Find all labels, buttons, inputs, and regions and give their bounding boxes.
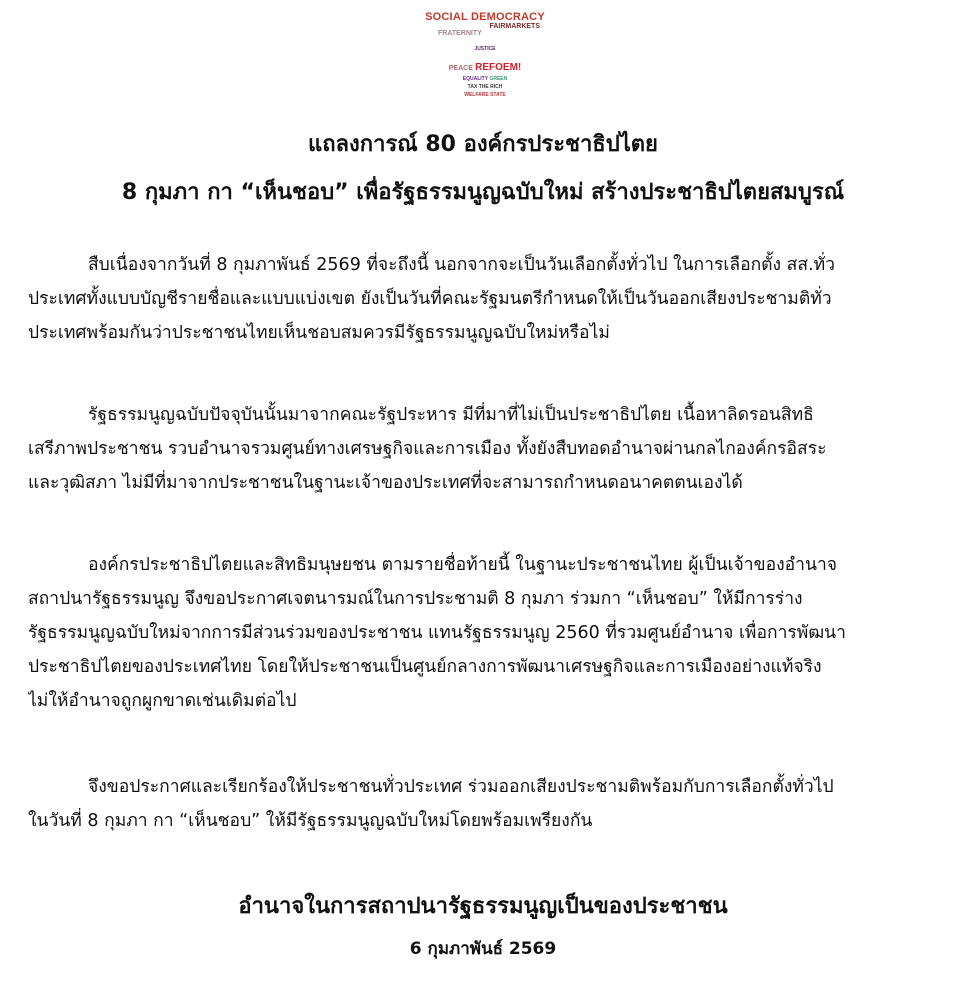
logo-word-fair-markets: FAIRMARKETS	[489, 23, 540, 30]
logo-word-green: GREEN	[489, 76, 508, 82]
word-cloud-logo	[400, 10, 570, 110]
paragraph-line: ในวันที่ 8 กุมภา กา “เห็นชอบ” ให้มีรัฐธรรมนูญฉบับใหม่โดยพร้อมเพรียงกัน	[28, 811, 593, 831]
paragraph-line: เสรีภาพประชาชน รวบอำนาจรวมศูนย์ทางเศรษฐกิจและการเมือง ทั้งยังสืบทอดอำนาจผ่านกลไกองค์กรอิสระ	[28, 439, 827, 459]
logo-word-peace: PEACE	[448, 65, 473, 72]
logo-word-equality: EQUALITY	[462, 76, 489, 82]
paragraph-line: องค์กรประชาธิปไตยและสิทธิมนุษยชน ตามรายชื่อท้ายนี้ ในฐานะประชาชนไทย ผู้เป็นเจ้าของอำนาจ	[88, 555, 838, 575]
statement-date: 6 กุมภาพันธ์ 2569	[409, 939, 557, 959]
paragraph-line: สถาปนารัฐธรรมนูญ จึงขอประกาศเจตนารมณ์ในการประชามติ 8 กุมภา ร่วมกา “เห็นชอบ” ให้มีการร่าง	[28, 589, 803, 609]
logo-word-justice: JUSTICE	[474, 46, 496, 52]
paragraph-1	[28, 248, 940, 350]
paragraph-line: และวุฒิสภา ไม่มีที่มาจากประชาชนในฐานะเจ้าของประเทศที่จะสามารถกำหนดอนาคตตนเองได้	[28, 473, 743, 493]
paragraph-4	[28, 770, 940, 838]
logo-word-reform: REFOEM!	[475, 62, 522, 73]
paragraph-2	[28, 398, 940, 500]
logo-word-fraternity: FRATERNITY	[438, 30, 482, 37]
paragraph-line: รัฐธรรมนูญฉบับใหม่จากการมีส่วนร่วมของประชาชน แทนรัฐธรรมนูญ 2560 ที่รวมศูนย์อำนาจ เพื่อการพัฒนา	[28, 623, 846, 643]
paragraph-line: ประเทศพร้อมกันว่าประชาชนไทยเห็นชอบสมควรมีรัฐธรรมนูญฉบับใหม่หรือไม่	[28, 323, 610, 343]
logo-row-equality-green	[400, 77, 570, 82]
paragraph-line: ประชาธิปไตยของประเทศไทย โดยให้ประชาชนเป็นศูนย์กลางการพัฒนาเศรษฐกิจและการเมืองอย่างแท้จริง	[28, 657, 822, 677]
logo-word-tax-the-rich: TAX THE RICH	[467, 84, 503, 90]
paragraph-line: สืบเนื่องจากวันที่ 8 กุมภาพันธ์ 2569 ที่จะถึงนี้ นอกจากจะเป็นวันเลือกตั้งทั่วไป ในการเลือกตั้ง สส.ทั่ว	[88, 255, 835, 275]
logo-row-peace-reform	[400, 63, 570, 73]
paragraph-line: ไม่ให้อำนาจถูกผูกขาดเช่นเดิมต่อไป	[28, 691, 297, 711]
logo-word-social-democracy: SOCIAL DEMOCRACY	[425, 11, 545, 23]
closing-statement: อำนาจในการสถาปนารัฐธรรมนูญเป็นของประชาชน	[238, 894, 728, 919]
logo-word-faint: ·	[484, 53, 486, 59]
paragraph-line: จึงขอประกาศและเรียกร้องให้ประชาชนทั่วประเทศ ร่วมออกเสียงประชามติพร้อมกับการเลือกตั้งทั่วไป	[88, 777, 834, 797]
paragraph-line: รัฐธรรมนูญฉบับปัจจุบันนั้นมาจากคณะรัฐประหาร มีที่มาที่ไม่เป็นประชาธิปไตย เนื้อหาลิดรอนสิทธิ	[88, 405, 814, 425]
logo-word-welfare-state: WELFARE STATE	[464, 92, 506, 98]
paragraph-3	[28, 548, 940, 718]
statement-title: แถลงการณ์ 80 องค์กรประชาธิปไตย	[308, 132, 658, 157]
statement-subtitle: 8 กุมภา กา “เห็นชอบ” เพื่อรัฐธรรมนูญฉบับใหม่ สร้างประชาธิปไตยสมบูรณ์	[121, 180, 845, 205]
paragraph-line: ประเทศทั้งแบบบัญชีรายชื่อและแบบแบ่งเขต ยังเป็นวันที่คณะรัฐมนตรีกำหนดให้เป็นวันออกเสียงประชามติทั่ว	[28, 289, 832, 309]
